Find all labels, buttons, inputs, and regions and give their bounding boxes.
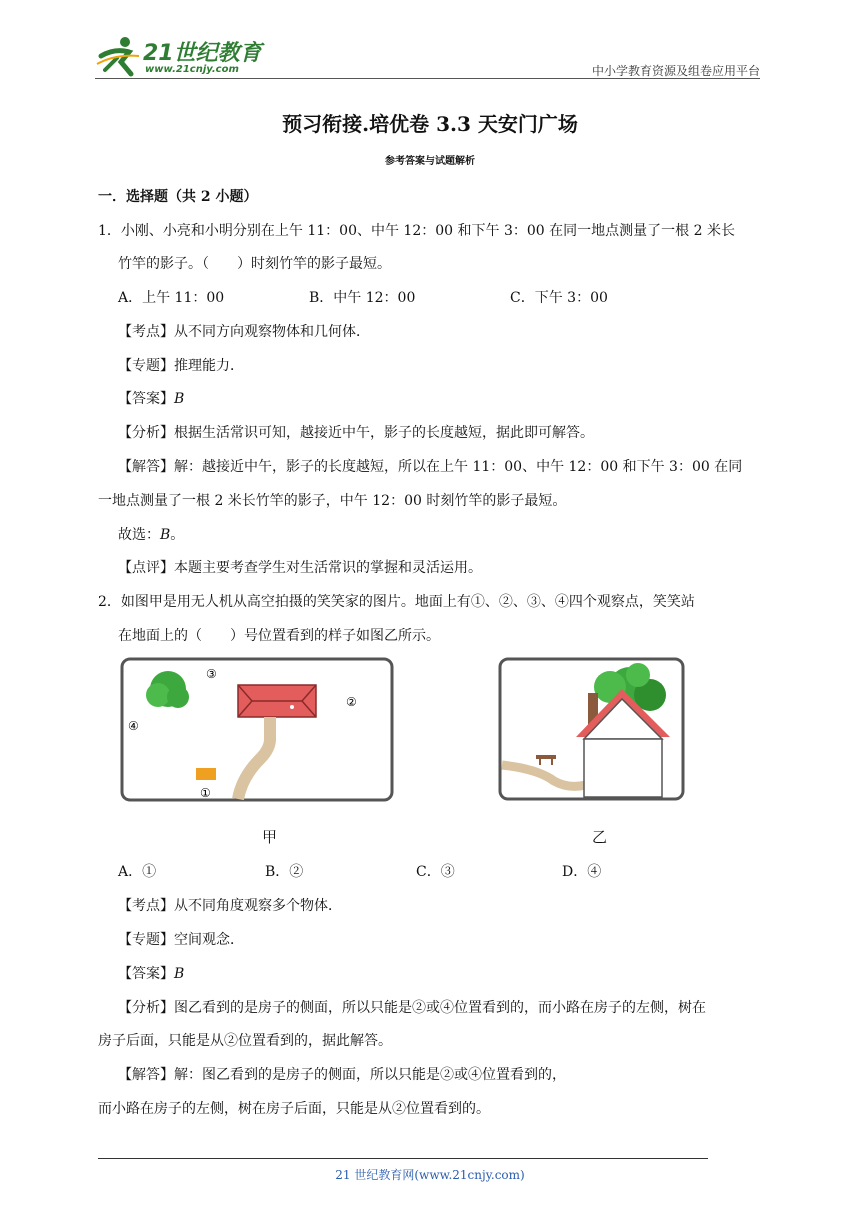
fenxi-tag: 【分析】: [118, 425, 174, 441]
zhuanti-text: 推理能力．: [174, 358, 244, 374]
q2-jieda-line2: 而小路在房子的左侧，树在房子后面，只能是从②位置看到的。: [98, 1101, 490, 1117]
page-title: 预习衔接.培优卷 3.3 天安门广场: [282, 112, 578, 136]
q2-answer: [118, 963, 184, 983]
section-heading: 一．选择题（共 2 小题）: [98, 189, 258, 205]
kaodian-text: 从不同角度观察多个物体．: [174, 898, 342, 914]
bench-icon: [536, 755, 556, 759]
figure-jia: [120, 657, 395, 803]
mark-1: ①: [200, 786, 211, 800]
house-wall: [584, 739, 662, 797]
page-header: [95, 30, 760, 80]
answer-tag: 【答案】: [118, 966, 174, 982]
q1-jieda-line1: [118, 456, 742, 476]
dianping-text: 本题主要考查学生对生活常识的掌握和灵活运用。: [174, 560, 482, 576]
mark-2: ②: [346, 695, 357, 709]
q1-kaodian: [118, 321, 370, 341]
zhuanti-tag: 【专题】: [118, 358, 174, 374]
mark-3: ③: [206, 667, 217, 681]
fenxi-tag: 【分析】: [118, 1000, 174, 1016]
logo-text: 21世纪教育: [143, 41, 262, 66]
q2-fenxi-line1: [118, 997, 706, 1017]
q1-fenxi: [118, 422, 594, 442]
fenxi-text: 图乙看到的是房子的侧面，所以只能是②或④位置看到的，而小路在房子的左侧，树在: [174, 1000, 706, 1016]
q1-option-a: A．上午 11：00: [118, 290, 225, 306]
fenxi-text: 根据生活常识可知，越接近中午，影子的长度越短，据此即可解答。: [174, 425, 594, 441]
guxuan-label: 故选：: [118, 527, 160, 543]
bench-icon: [196, 768, 216, 780]
q1-dianping: [118, 557, 482, 577]
platform-name: 中小学教育资源及组卷应用平台: [591, 64, 760, 78]
q2-fenxi-line2: 房子后面，只能是从②位置看到的，据此解答。: [98, 1033, 392, 1049]
zhuanti-tag: 【专题】: [118, 932, 174, 948]
figure-yi: [498, 657, 686, 803]
page-subtitle: 参考答案与试题解析: [385, 156, 475, 167]
q2-zhuanti: [118, 929, 244, 949]
answer-text: B: [174, 966, 185, 982]
guxuan-answer: B: [160, 527, 171, 543]
jieda-text: 解：图乙看到的是房子的侧面，所以只能是②或④位置看到的，: [174, 1067, 566, 1083]
logo-url: www.21cnjy.com: [145, 64, 239, 75]
q2-stem-line2: 在地面上的（ ）号位置看到的样子如图乙所示。: [118, 628, 440, 644]
dianping-tag: 【点评】: [118, 560, 174, 576]
q1-jieda-line2: 一地点测量了一根 2 米长竹竿的影子，中午 12：00 时刻竹竿的影子最短。: [98, 493, 567, 509]
q1-guxuan: [118, 524, 184, 544]
jieda-tag: 【解答】: [118, 459, 174, 475]
header-divider: [95, 78, 760, 79]
mark-4: ④: [128, 719, 139, 733]
q2-kaodian: [118, 895, 342, 915]
q1-answer: [118, 388, 184, 408]
guxuan-end: 。: [170, 527, 185, 543]
jieda-tag: 【解答】: [118, 1067, 174, 1083]
site-logo: [95, 34, 265, 78]
figure-yi-label: 乙: [592, 828, 608, 846]
kaodian-tag: 【考点】: [118, 898, 174, 914]
q1-option-b: B．中午 12：00: [309, 290, 416, 306]
q1-stem-line1: 1．小刚、小亮和小明分别在上午 11：00、中午 12：00 和下午 3：00 在同一地点测量了一根 2 米长: [98, 223, 735, 239]
runner-icon: [95, 34, 143, 78]
kaodian-text: 从不同方向观察物体和几何体．: [174, 324, 370, 340]
footer-divider: [98, 1158, 708, 1159]
q2-option-a: A．①: [118, 864, 157, 880]
q1-option-c: C．下午 3：00: [510, 290, 608, 306]
answer-text: B: [174, 391, 185, 407]
q2-option-b: B．②: [265, 864, 304, 880]
q2-stem-line1: 2．如图甲是用无人机从高空拍摄的笑笑家的图片。地面上有①、②、③、④四个观察点，笑笑站: [98, 594, 695, 610]
page-footer: 21 世纪教育网(www.21cnjy.com): [335, 1168, 525, 1182]
q2-option-c: C．③: [416, 864, 455, 880]
kaodian-tag: 【考点】: [118, 324, 174, 340]
q2-jieda-line1: [118, 1064, 566, 1084]
jieda-text: 解：越接近中午，影子的长度越短，所以在上午 11：00、中午 12：00 和下午 3：00 在同: [174, 459, 743, 475]
figure-jia-label: 甲: [262, 828, 278, 846]
q1-zhuanti: [118, 355, 244, 375]
answer-tag: 【答案】: [118, 391, 174, 407]
zhuanti-text: 空间观念．: [174, 932, 244, 948]
q1-stem-line2: 竹竿的影子。（ ）时刻竹竿的影子最短。: [118, 256, 391, 272]
q2-option-d: D．④: [562, 864, 602, 880]
